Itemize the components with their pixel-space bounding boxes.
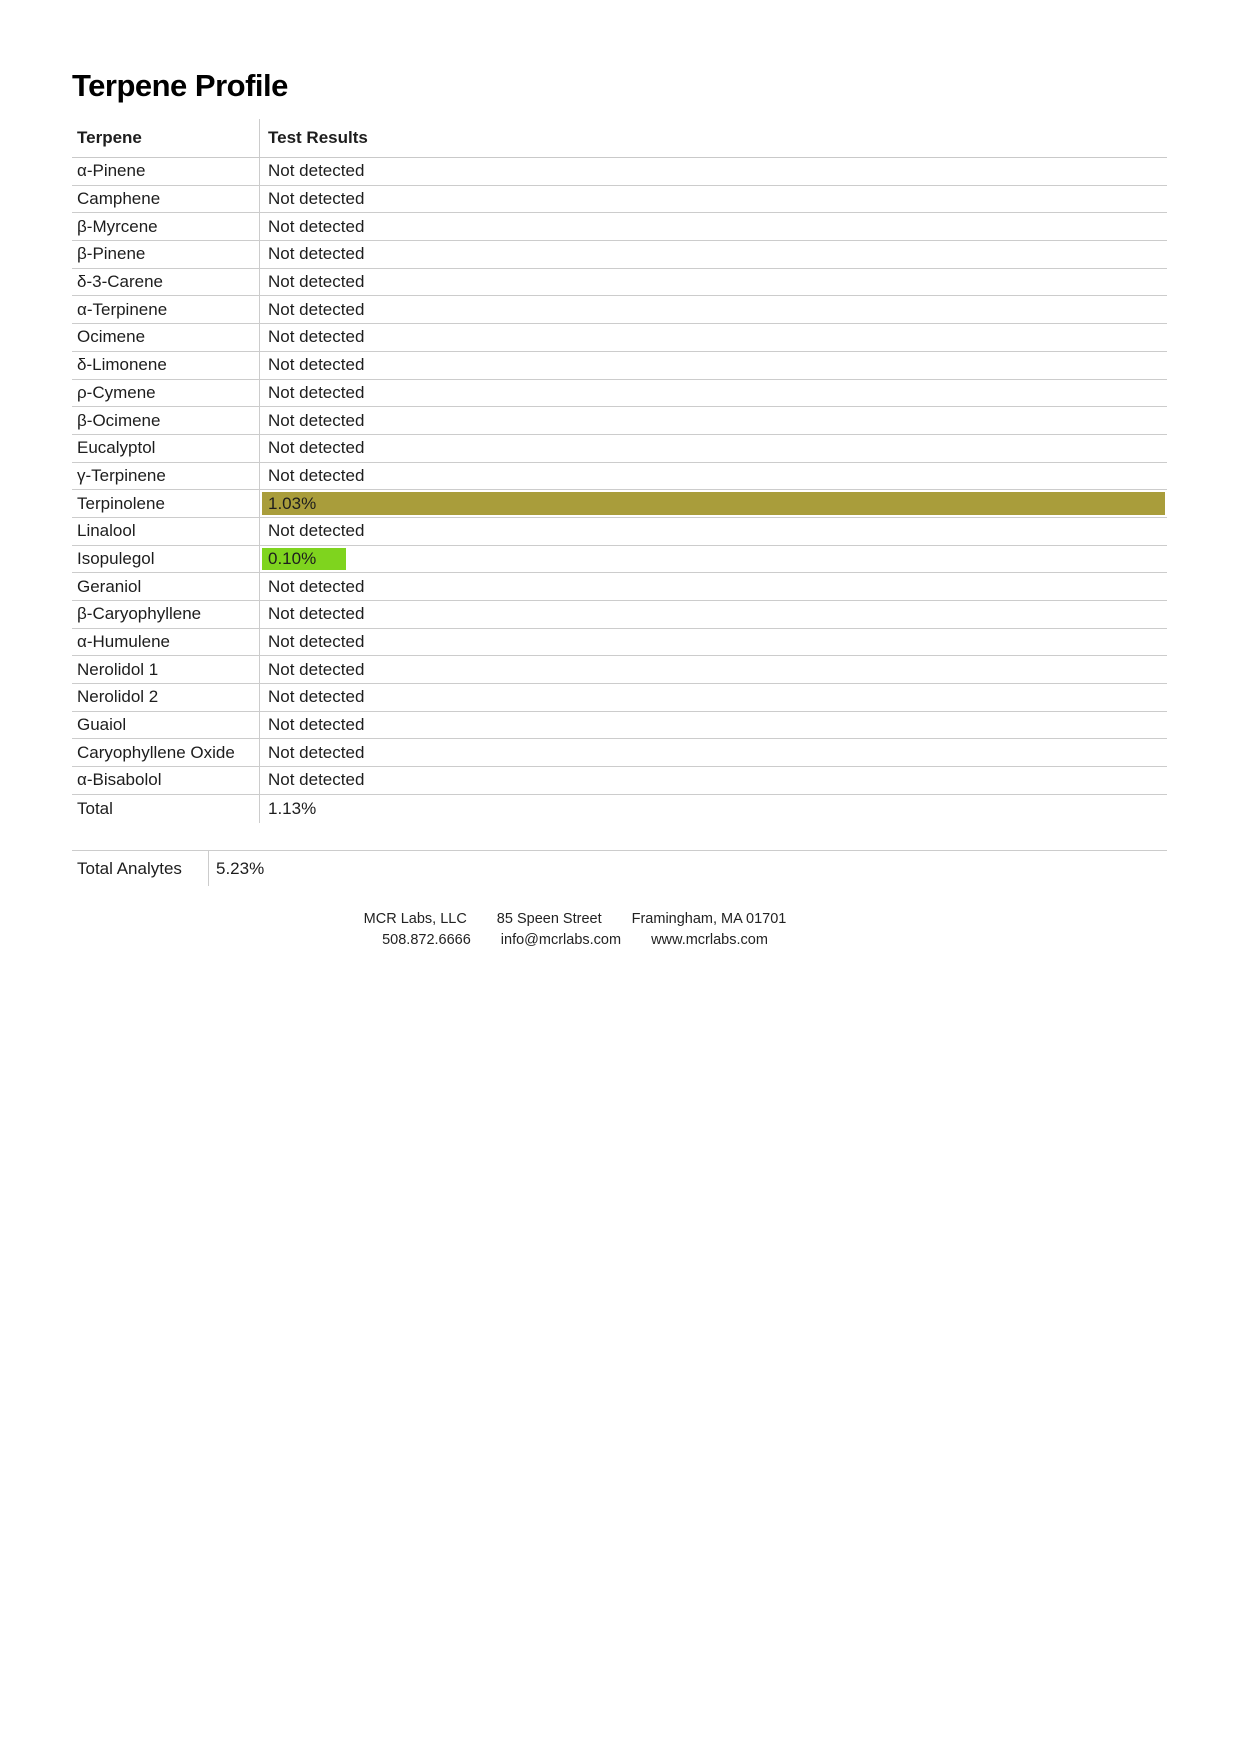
- table-row: [72, 352, 1167, 380]
- result-value: Not detected: [268, 355, 365, 375]
- result-cell: [259, 158, 1167, 185]
- result-value: Not detected: [268, 576, 365, 596]
- footer-item: 508.872.6666: [382, 932, 471, 948]
- terpene-table: [72, 119, 1167, 823]
- column-header-test-results: Test Results: [259, 119, 1167, 157]
- terpene-name: Guaiol: [77, 715, 127, 735]
- result-cell: [259, 601, 1167, 628]
- terpene-name: γ-Terpinene: [77, 465, 166, 485]
- result-value: Not detected: [268, 438, 365, 458]
- result-value: Not detected: [268, 742, 365, 762]
- result-value: Not detected: [268, 604, 365, 624]
- terpene-name: Camphene: [77, 189, 161, 209]
- result-cell: [259, 712, 1167, 739]
- result-cell: [259, 296, 1167, 323]
- terpene-name: α-Bisabolol: [77, 770, 162, 790]
- terpene-name: Eucalyptol: [77, 438, 156, 458]
- result-cell: [259, 269, 1167, 296]
- result-cell: [259, 656, 1167, 683]
- table-body: [72, 158, 1167, 823]
- terpene-name: α-Humulene: [77, 632, 170, 652]
- terpene-name: β-Pinene: [77, 244, 146, 264]
- table-row: [72, 435, 1167, 463]
- page-title: Terpene Profile: [72, 68, 288, 103]
- result-value: Not detected: [268, 244, 365, 264]
- result-cell: [259, 767, 1167, 794]
- table-row: [72, 463, 1167, 491]
- column-header-terpene: Terpene: [77, 128, 142, 147]
- result-value: Not detected: [268, 770, 365, 790]
- result-cell: [259, 546, 1167, 573]
- total-analytes-label: Total Analytes: [77, 858, 182, 878]
- table-row: [72, 739, 1167, 767]
- result-value: Not detected: [268, 327, 365, 347]
- terpene-name: Isopulegol: [77, 548, 155, 568]
- terpene-name: ρ-Cymene: [77, 382, 156, 402]
- table-row: [72, 601, 1167, 629]
- terpene-name: δ-3-Carene: [77, 272, 163, 292]
- table-row: [72, 213, 1167, 241]
- result-value: Not detected: [268, 299, 365, 319]
- terpene-name: Geraniol: [77, 576, 142, 596]
- result-value: Not detected: [268, 715, 365, 735]
- footer-item: 85 Speen Street: [496, 911, 602, 927]
- table-row: [72, 629, 1167, 657]
- footer-item: info@mcrlabs.com: [500, 932, 622, 948]
- table-row: [72, 407, 1167, 435]
- result-value: Not detected: [268, 189, 365, 209]
- terpene-name: β-Caryophyllene: [77, 604, 202, 624]
- terpene-name: Caryophyllene Oxide: [77, 742, 235, 762]
- result-value: Not detected: [268, 216, 365, 236]
- result-cell: [259, 324, 1167, 351]
- table-row: [72, 296, 1167, 324]
- result-value: 1.13%: [268, 798, 317, 818]
- result-value: 0.10%: [268, 548, 317, 568]
- result-cell: [259, 186, 1167, 213]
- result-value: Not detected: [268, 687, 365, 707]
- footer-item: MCR Labs, LLC: [363, 911, 467, 927]
- footer: [364, 911, 787, 948]
- result-value: Not detected: [268, 272, 365, 292]
- total-analytes-value: 5.23%: [208, 851, 284, 886]
- terpene-name: Terpinolene: [77, 493, 165, 513]
- table-row: [72, 767, 1167, 795]
- result-value: Not detected: [268, 161, 365, 181]
- result-cell: [259, 795, 1167, 823]
- table-row: [72, 490, 1167, 518]
- footer-item: www.mcrlabs.com: [651, 932, 768, 948]
- result-cell: [259, 241, 1167, 268]
- footer-item: Framingham, MA 01701: [631, 911, 787, 927]
- table-row: [72, 684, 1167, 712]
- table-row: [72, 573, 1167, 601]
- result-cell: [259, 684, 1167, 711]
- result-value: Not detected: [268, 632, 365, 652]
- table-row: [72, 158, 1167, 186]
- result-value: Not detected: [268, 465, 365, 485]
- result-cell: [259, 629, 1167, 656]
- table-row: [72, 795, 1167, 823]
- result-cell: [259, 380, 1167, 407]
- terpene-name: δ-Limonene: [77, 355, 167, 375]
- terpene-name: α-Terpinene: [77, 299, 168, 319]
- terpene-name: Nerolidol 1: [77, 659, 159, 679]
- terpene-name: Ocimene: [77, 327, 146, 347]
- result-value: Not detected: [268, 410, 365, 430]
- terpene-name: Nerolidol 2: [77, 687, 159, 707]
- result-cell: [259, 490, 1167, 517]
- table-row: [72, 324, 1167, 352]
- table-row: [72, 656, 1167, 684]
- result-value: Not detected: [268, 659, 365, 679]
- result-cell: [259, 407, 1167, 434]
- table-row: [72, 241, 1167, 269]
- result-value: Not detected: [268, 521, 365, 541]
- terpene-name: β-Ocimene: [77, 410, 161, 430]
- footer-line-2: [382, 932, 768, 948]
- table-header-row: [72, 119, 1167, 158]
- result-cell: [259, 435, 1167, 462]
- result-value: 1.03%: [268, 493, 317, 513]
- terpene-name: Total: [77, 798, 113, 818]
- result-value: Not detected: [268, 382, 365, 402]
- total-analytes-row: [72, 850, 1167, 886]
- result-cell: [259, 573, 1167, 600]
- result-cell: [259, 352, 1167, 379]
- terpene-name: α-Pinene: [77, 161, 146, 181]
- table-row: [72, 269, 1167, 297]
- result-highlight-bar: [262, 492, 1165, 515]
- result-cell: [259, 518, 1167, 545]
- result-cell: [259, 213, 1167, 240]
- footer-line-1: [364, 911, 787, 927]
- terpene-name: β-Myrcene: [77, 216, 158, 236]
- table-row: [72, 712, 1167, 740]
- result-cell: [259, 463, 1167, 490]
- table-row: [72, 518, 1167, 546]
- terpene-name: Linalool: [77, 521, 136, 541]
- table-row: [72, 546, 1167, 574]
- result-cell: [259, 739, 1167, 766]
- table-row: [72, 186, 1167, 214]
- table-row: [72, 380, 1167, 408]
